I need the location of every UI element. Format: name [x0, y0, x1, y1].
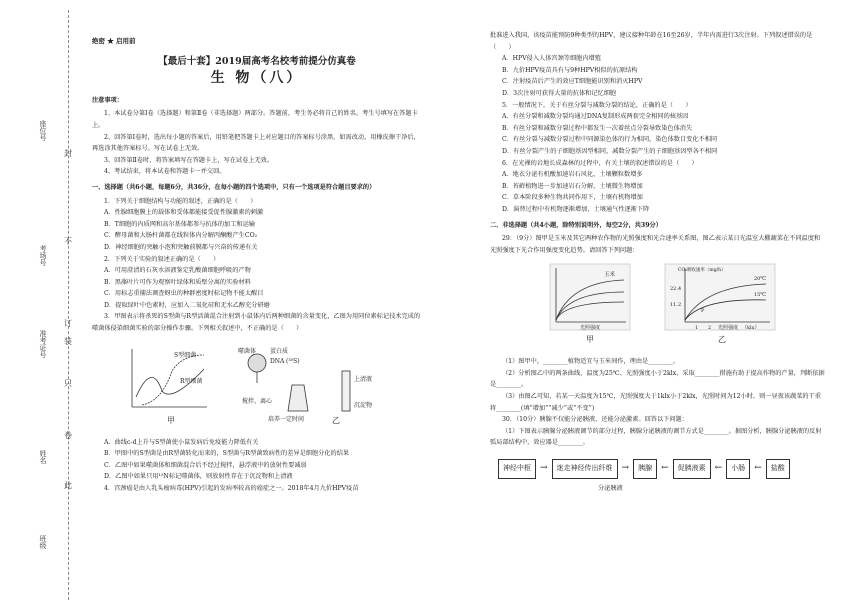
- notice-item: 4、考试结束，将本试卷和答题卡一并交回。: [104, 168, 226, 176]
- section-heading: 二、非选择题（共4小题，除特别说明外，每空2分，共39分）: [490, 221, 662, 229]
- pancreas-flow-diagram: [498, 459, 825, 479]
- k2-label: 2: [708, 325, 712, 332]
- light-label: 光照强度: [580, 325, 601, 332]
- seal-char: 装: [64, 337, 72, 346]
- exam-title: 【最后十套】2019届高考名校考前提分仿真卷: [158, 55, 356, 67]
- photosynthesis-charts: [490, 262, 825, 346]
- dna-label: DNA: [270, 357, 285, 365]
- right-column: [490, 30, 825, 494]
- option: A．有丝分裂和减数分裂均通过DNA复制形成两套完全相同的核基因: [502, 113, 689, 121]
- option: B．甲图中的S型菌是由R型菌转化而来的，S型菌与R型菌致病性的差异是细胞分化的结果: [104, 450, 350, 458]
- flow-box: 盐酸: [766, 459, 790, 479]
- option: C．乙图中如果噬菌体和细菌混合后不经过搅拌，悬浮液中的放射性要减弱: [104, 461, 307, 469]
- option: C．用标志重捕法调查蚜虫的种群密度时标记物不能太醒目: [104, 290, 264, 298]
- seal-char: 卷: [64, 431, 72, 440]
- protein-label: 蛋白质: [270, 347, 289, 355]
- question-29: 29．（9分）图甲是玉米及其它两种农作物的光照强度和光合速率关系图，图乙表示某日光温室大棚蔬菜在不同温度和光照强度下光合作用强度变化趋势。请回答下列问题：: [490, 235, 821, 254]
- s35-label: (³⁵S): [286, 357, 300, 365]
- option: B．T细胞的内质网和高尔基体都参与抗体的加工和运输: [104, 220, 255, 228]
- option: C．酵母菌和大肠杆菌都在线粒体内分解丙酮酸产生CO₂: [104, 232, 258, 240]
- option: A．HPV侵入人体宫颈等细胞内增殖: [502, 55, 601, 63]
- section-heading: 一、选择题（共6小题，每题6分，共36分，在每小题的四个选项中，只有一个选项是符合题目要求的）: [92, 183, 376, 191]
- arrow-right-icon: →: [540, 463, 548, 474]
- s-label: S型细菌: [174, 351, 197, 359]
- flow-box: 小肠: [726, 459, 750, 479]
- tick-112: 11.2: [670, 302, 682, 309]
- supernatant-label: 上清液: [354, 375, 373, 383]
- light-label-2: 光照强度: [718, 325, 739, 332]
- notice-item: 3、回答第Ⅱ卷时，将答案填写在答题卡上，写在试卷上无效。: [104, 156, 274, 164]
- seal-char: 此: [64, 481, 72, 490]
- name-label: 姓名: [39, 450, 47, 464]
- fig-yi-caption: 乙: [332, 415, 340, 425]
- bacteria-phage-figure: [92, 341, 422, 427]
- t15-label: 15℃: [754, 292, 766, 299]
- question-3: 3．甲图表示将杀死的S型菌与R型活菌混合注射到小鼠体内后两种细菌的含量变化，乙图为用同位素标记技术完成的噬菌体侵染细菌实验的部分操作步骤。下列相关叙述中，不正确的是（ ）: [92, 313, 421, 333]
- question-5: 5．一般情况下，关于有丝分裂与减数分裂的结论，正确的是（ ）: [502, 101, 692, 109]
- class-label: 班级: [39, 535, 47, 549]
- notice-heading: 注意事项：: [92, 96, 123, 104]
- stir-label: 搅拌、离心: [242, 397, 273, 405]
- q29-figure: [490, 262, 825, 346]
- notice-item: 2、回答第Ⅰ卷时，选出每小题的答案后，用铅笔把答题卡上对应题目的答案标号涂黑，如需改动，用橡皮擦干净后，再选涂其他答案标号。写在试卷上无效。: [92, 133, 420, 153]
- secret-mark: 绝密 ★ 启用前: [92, 37, 136, 45]
- seal-line: [68, 10, 69, 600]
- option: B．苔藓植物进一步加速岩石分解，土壤微生物增加: [502, 182, 643, 190]
- question-6: 6．在光裸的岩地长成森林的过程中，有关土壤的叙述错误的是（ ）: [502, 159, 698, 167]
- option: C．草本阶段多种生物共同作用下，土壤有机物增加: [502, 194, 643, 202]
- admission-no-label: 准考证号: [39, 330, 47, 358]
- q29-item: （1）图甲中，________植物适宜与玉米间作，理由是________。: [502, 358, 680, 366]
- flow-box: 胰腺: [633, 459, 657, 479]
- co2-label: CO₂吸收速率（mg/h）: [678, 268, 726, 274]
- chart-jia-caption: 甲: [586, 335, 594, 345]
- option: D．3次注射可获得大量的抗体和记忆细胞: [502, 89, 617, 97]
- option: D．神经细胞的突触小泡和突触前膜都与兴奋的传递有关: [104, 243, 258, 251]
- option: C．注射疫苗后产生的效应T细胞能识别和消灭HPV: [502, 78, 643, 86]
- unit-label: （klx）: [742, 325, 760, 332]
- phage-icon: [248, 354, 266, 372]
- culture-label: 培养一定时间: [268, 415, 305, 423]
- arrow-right-icon: →: [621, 463, 630, 474]
- flow-box: 迷走神经传出纤维: [552, 459, 618, 479]
- seal-char: 封: [64, 149, 72, 158]
- arrow-left-icon: ←: [661, 463, 669, 474]
- option: D．有丝分裂产生的子细胞基因型相同，减数分裂产生的子细胞基因型各不相同: [502, 147, 718, 155]
- q30-item: （1）下图表示胰腺分泌胰液调节的部分过程，胰腺分泌胰液的调节方式是________。据图分析，胰腺分泌胰液的反射弧局部结构中，效应器是________。: [490, 427, 822, 447]
- arrow-left-icon: ←: [714, 463, 723, 474]
- left-column: [92, 36, 422, 495]
- r-label: R型细菌: [180, 377, 203, 385]
- option: D．演替过程中有机物逐渐增加，土壤通气性逐渐下降: [502, 205, 650, 213]
- option: A．曲线c-d上升与S型菌使小鼠发病后免疫能力降低有关: [104, 438, 259, 446]
- q29-item: （2）分析图乙中的两条曲线，温度为25℃、光照强度小于2klx，采取________措施有助于提高作物的产量，判断依据是________。: [490, 369, 825, 389]
- t20-label: 20℃: [754, 276, 766, 283]
- option: A．可用澄清的石灰水溶液鉴定乳酸菌细胞呼吸的产物: [104, 267, 251, 275]
- option: B．有丝分裂和减数分裂过程中都发生一次着丝点分裂导致染色体消失: [502, 124, 693, 132]
- q3-figure: [92, 341, 422, 427]
- question-2: 2．下列关于实验的叙述正确的是（ ）: [104, 255, 220, 263]
- p-label: P: [701, 308, 705, 315]
- phage-label: 噬菌体: [238, 347, 257, 355]
- option: C．有丝分裂与减数分裂过程中同源染色体的行为相同，染色体数目变化不相同: [502, 136, 718, 144]
- option: A．地衣分泌有机酸加速岩石风化，土壤颗粒数增多: [502, 171, 643, 179]
- seal-char: 不: [64, 237, 72, 246]
- seal-char: 只: [64, 379, 72, 388]
- question-4: 4．宫颈癌是由人乳头瘤病毒(HPV)引起的发病率较高的癌症之一。2018年4月九价HPV疫苗: [104, 485, 359, 493]
- notice-item: 1、本试卷分第Ⅰ卷（选择题）和第Ⅱ卷（非选择题）两部分。答题前，考生务必将自己的姓名、考生号填写在答题卡上。: [92, 110, 418, 129]
- arrow-left-icon: ←: [754, 463, 762, 474]
- option: B．黑藻叶片可作为观察叶绿体和质壁分离的实验材料: [104, 278, 251, 286]
- option: D．乙图中如果只用¹⁵N标记噬菌体，则放射性存在于沉淀物和上清液: [104, 473, 293, 481]
- k1-label: 1: [695, 325, 699, 332]
- question-30: 30．（10分）胰腺不仅能分泌胰液，还能分泌激素。回答以下问题：: [502, 416, 688, 424]
- flow-output: 分泌胰液: [598, 484, 623, 492]
- precipitate-label: 沉淀物: [354, 401, 373, 409]
- seal-char: 订: [64, 319, 72, 328]
- tube-icon: [342, 371, 350, 411]
- binding-margin: [0, 0, 80, 608]
- flow-box: 神经中枢: [498, 459, 536, 479]
- option: B．九价HPV疫苗具有与9种HPV相似的抗原结构: [502, 66, 638, 74]
- flow-box: 促胰液素: [673, 459, 711, 479]
- tick-224: 22.4: [670, 286, 682, 293]
- fig-jia-caption: 甲: [167, 415, 175, 425]
- flask-icon: [288, 385, 308, 411]
- chart-yi-caption: 乙: [718, 335, 726, 345]
- q29-item: （3）由图乙可知，若某一天温度为15℃，光照强度大于1klx小于2klx，光照时间为12小时，则一昼夜该蔬菜的干重将________(填“增加”“减少”或“不变”): [490, 393, 821, 412]
- exam-subtitle: 生 物（八）: [210, 70, 304, 87]
- option: A．性腺细胞膜上的载体和受体都能接受促性腺激素的刺激: [104, 209, 264, 217]
- corn-label: 玉米: [604, 272, 616, 279]
- seat-no-label: 座位号: [39, 120, 47, 141]
- option: D．提取绿叶中色素时，应加入二氧化硅和无水乙醇充分研磨: [104, 301, 270, 309]
- exam-no-label: 考场号: [39, 245, 47, 266]
- question-1: 1．下列关于细胞结构与功能的叙述，正确的是（ ）: [104, 197, 257, 205]
- question-4-cont: 批准进入我国，该疫苗能预防9种类型的HPV，建议接种年龄在16至26岁，半年内需进行3次注射。下列叙述错误的是（ ）: [490, 32, 813, 51]
